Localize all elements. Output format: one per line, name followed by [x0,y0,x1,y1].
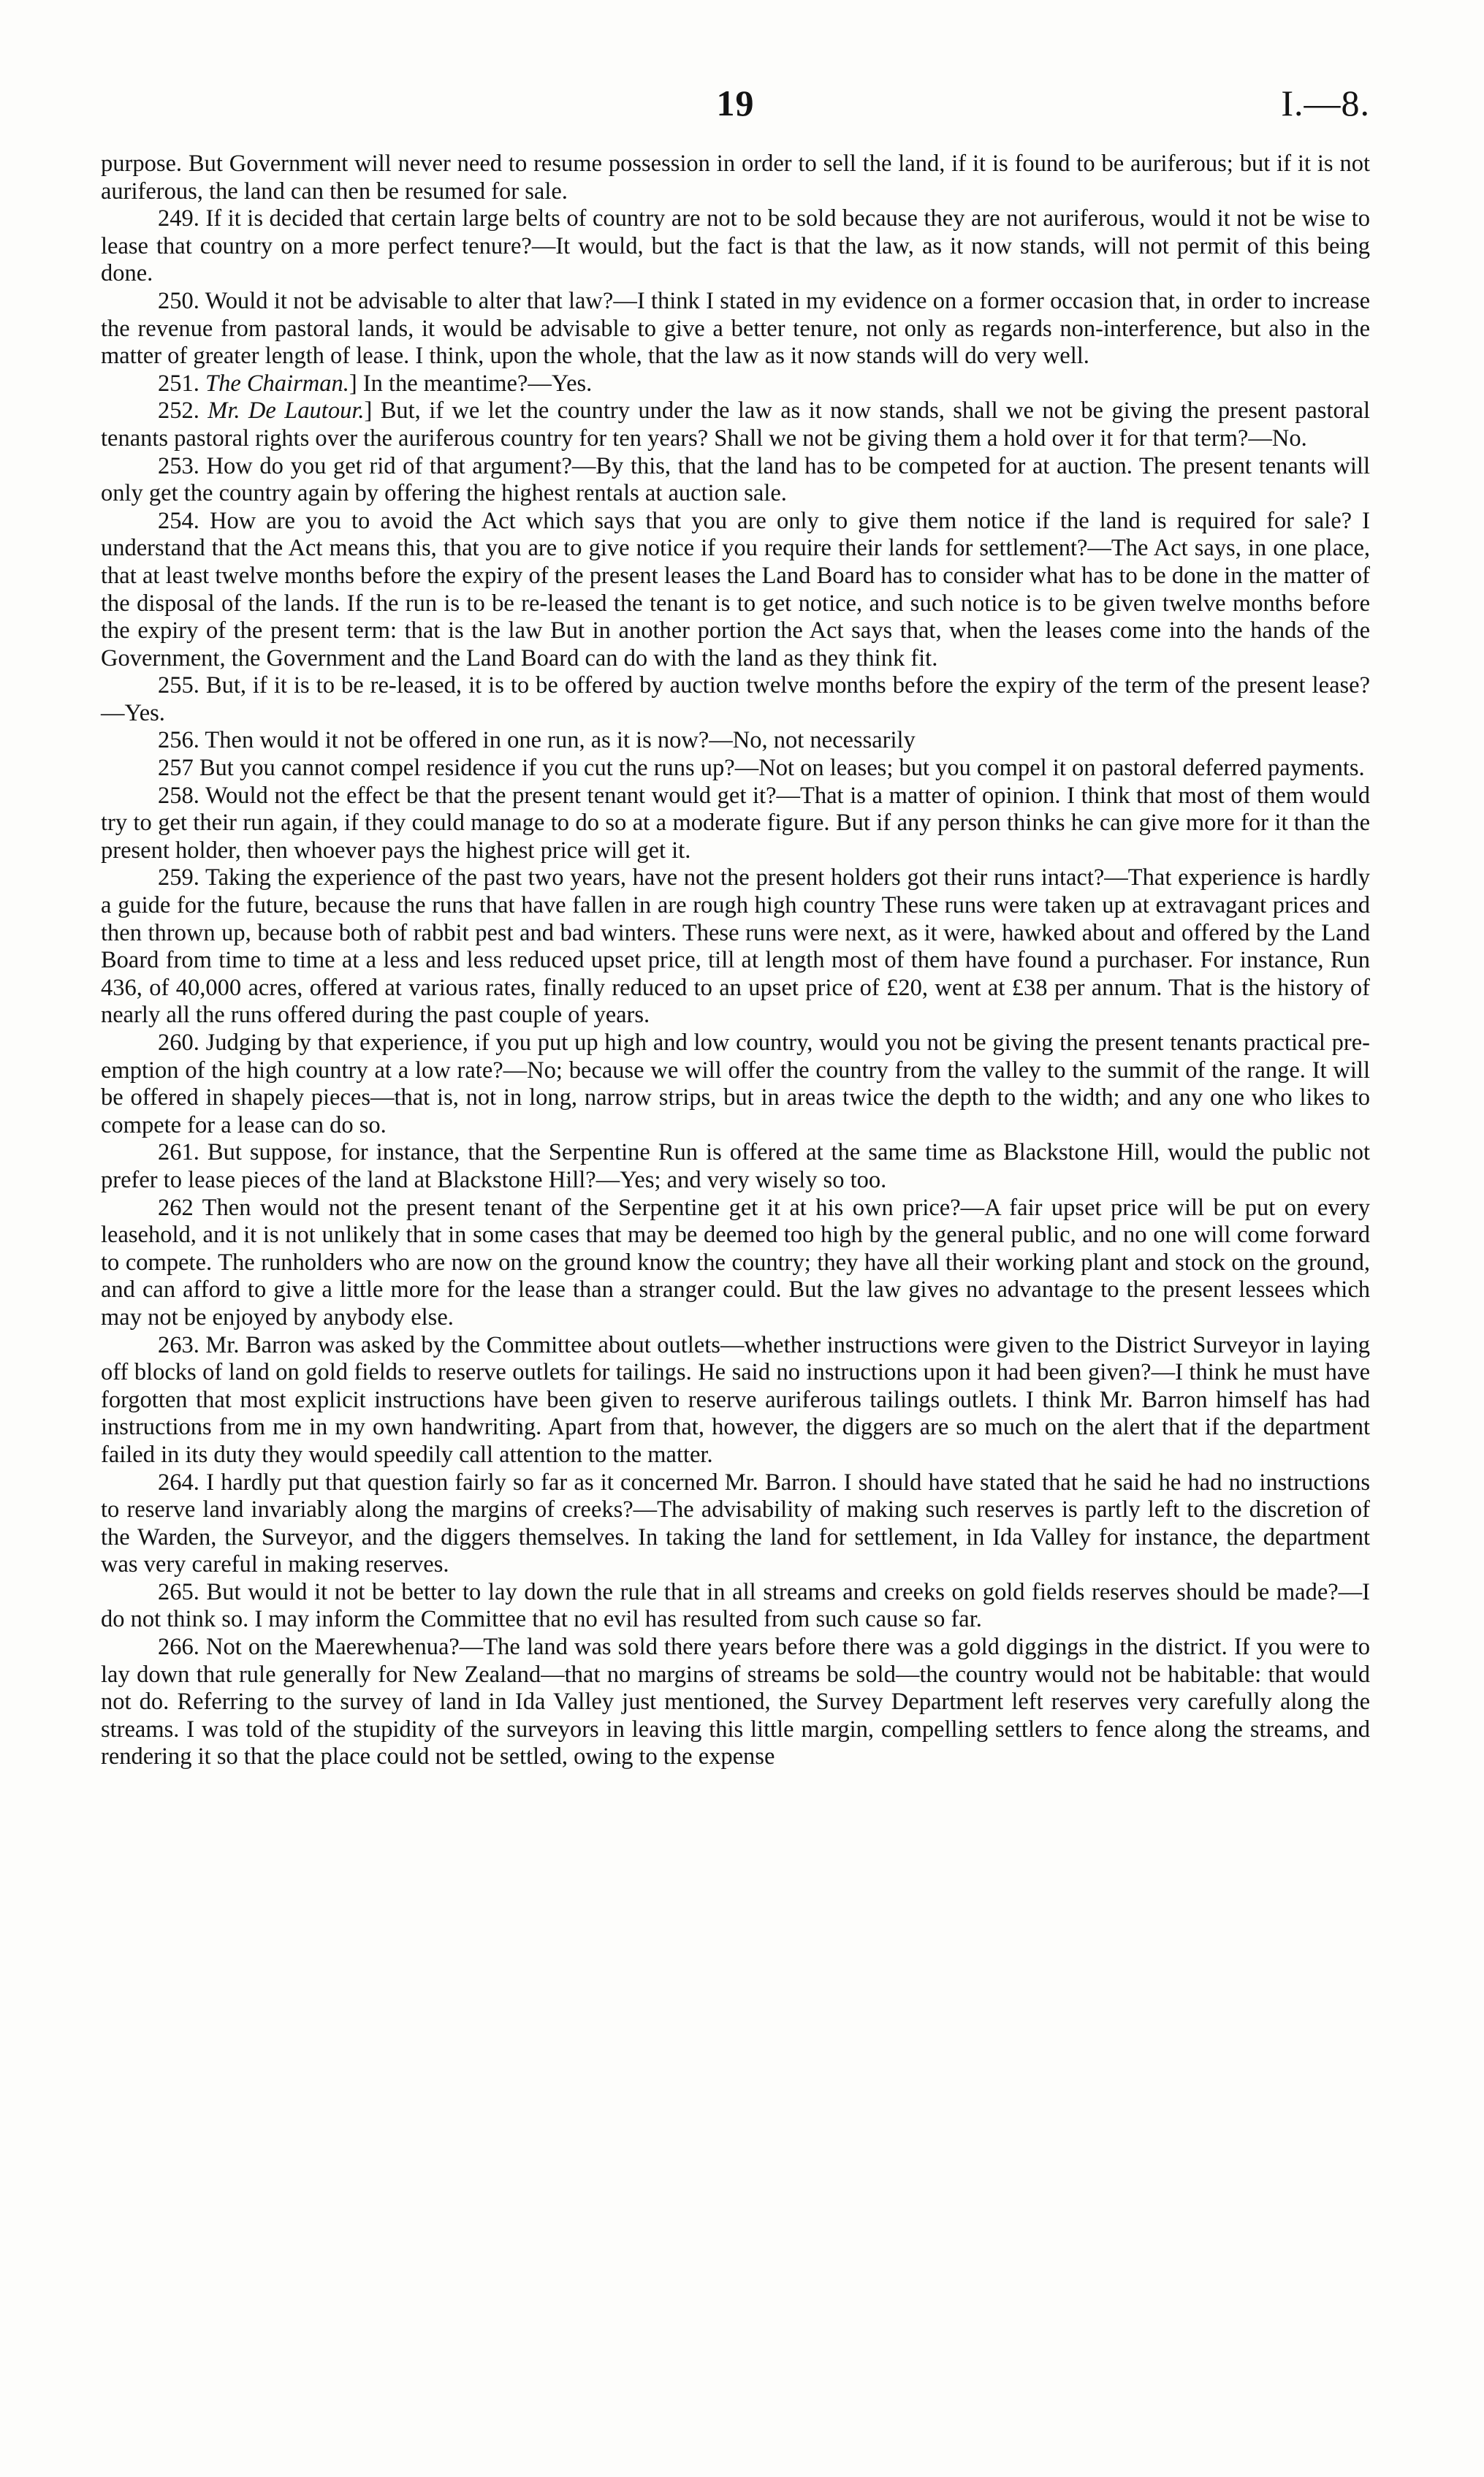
testimony-body [101,151,1370,1771]
paragraph-q265: 265. But would it not be better to lay down the rule that in all streams and creeks on gold fields reserves should be made?—I do not think so. I may inform the Committee that no evil has resulted from such cause so far. [101,1578,1370,1633]
paragraph-q250: 250. Would it not be advisable to alter that law?—I think I stated in my evidence on a former occasion that, in order to increase the revenue from pastoral lands, it would be advisable to give a better tenure, not only as regards non-interference, but also in the matter of greater length of lease. I think, upon the whole, that the law as it now stands will do very well. [101,287,1370,370]
paragraph-q260: 260. Judging by that experience, if you put up high and low country, would you not be giving the present tenants practical pre-emption of the high country at a low rate?—No; because we will offer the country from the valley to the summit of the range. It will be offered in shapely pieces—that is, not in long, narrow strips, but in areas twice the depth to the width; and any one who likes to compete for a lease can do so. [101,1030,1370,1138]
paragraph-q259: 259. Taking the experience of the past two years, have not the present holders got their runs intact?—That experience is hardly a guide for the future, because the runs that have fallen in are rough high country These runs were taken up at extravagant prices and then thrown up, because both of rabbit pest and bad winters. These runs were next, as it were, hawked about and offered by the Land Board from time to time at a less and less reduced upset price, till at length most of them have found a purchaser. For instance, Run 436, of 40,000 acres, offered at various rates, finally reduced to an upset price of £20, went at £38 per annum. That is the history of nearly all the runs offered during the past couple of years. [101,864,1370,1029]
paragraph-q249: 249. If it is decided that certain large belts of country are not to be sold because they are not auriferous, would it not be wise to lease that country on a more perfect tenure?—It would, but the fact is that the law, as it now stands, will not permit of this being done. [101,205,1370,287]
paragraph-q251 [101,370,1370,398]
speaker-name: The Chairman. [205,370,349,397]
paragraph-q253: 253. How do you get rid of that argument?—By this, that the land has to be competed for at auction. The present tenants will only get the country again by offering the highest rentals at auction sale. [101,452,1370,507]
question-number: 251. [158,370,199,397]
paragraph-q255: 255. But, if it is to be re-leased, it is to be offered by auction twelve months before the expiry of the term of the present lease?—Yes. [101,672,1370,726]
paragraph-text: ] In the meantime?—Yes. [349,370,593,397]
paragraph-q258: 258. Would not the effect be that the present tenant would get it?—That is a matter of opinion. I think that most of them would try to get their run again, if they could manage to do so at a moderate figure. But if any person thinks he can give more for it than the present holder, then whoever pays the highest price will get it. [101,782,1370,864]
speaker-name: Mr. De Lautour. [208,397,365,425]
page-header [101,82,1370,123]
paragraph-q264: 264. I hardly put that question fairly so far as it concerned Mr. Barron. I should have stated that he said he had no instructions to reserve land invariably along the margins of creeks?—The advisability of making such reserves is partly left to the discretion of the Warden, the Surveyor, and the diggers themselves. In taking the land for settlement, in Ida Valley for instance, the department was very careful in making reserves. [101,1469,1370,1578]
paragraph-q254: 254. How are you to avoid the Act which says that you are only to give them notice if the land is required for sale? I understand that the Act means this, that you are to give notice if you require their lands for settlement?—The Act says, in one place, that at least twelve months before the expiry of the present leases the Land Board has to consider what has to be done in the matter of the disposal of the lands. If the run is to be re-leased the tenant is to get notice, and such notice is to be given twelve months before the expiry of the present term: that is the law But in another portion the Act says that, when the leases come into the hands of the Government, the Government and the Land Board can do with the land as they think fit. [101,507,1370,671]
paragraph-q262: 262 Then would not the present tenant of the Serpentine get it at his own price?—A fair upset price will be put on every leasehold, and it is not unlikely that in some cases that may be deemed too high by the general public, and no one will come forward to compete. The runholders who are now on the ground know the country; they have all their working plant and stock on the ground, and can afford to give a little more for the lease than a stranger could. But the law gives no advantage to the present lessees which may not be enjoyed by anybody else. [101,1194,1370,1331]
page-number: 19 [716,83,755,123]
paragraph-q256: 256. Then would it not be offered in one run, as it is now?—No, not necessarily [158,727,916,754]
paragraph-q263: 263. Mr. Barron was asked by the Committee about outlets—whether instructions were given to the District Surveyor in laying off blocks of land on gold fields to reserve outlets for tailings. He said no instructions upon it had been given?—I think he must have forgotten that most explicit instructions have been given to reserve auriferous tailings outlets. I think Mr. Barron himself has had instructions from me in my own handwriting. Apart from that, however, the diggers are so much on the alert that if the department failed in its duty they would speedily call attention to the matter. [101,1331,1370,1468]
paragraph-q266: 266. Not on the Maerewhenua?—The land was sold there years before there was a gold diggings in the district. If you were to lay down that rule generally for New Zealand—that no margins of streams be sold—the country would not be habitable: that would not do. Referring to the survey of land in Ida Valley just mentioned, the Survey Department left reserves very carefully along the streams. I was told of the stupidity of the surveyors in leaving this little margin, compelling settlers to fence along the streams, and rendering it so that the place could not be settled, owing to the expense [101,1634,1370,1770]
paragraph-continued: purpose. But Government will never need to resume possession in order to sell the land, if it is found to be auriferous; but if it is not auriferous, the land can then be resumed for sale. [101,151,1370,205]
document-reference: I.—8. [1281,83,1370,123]
paragraph-q257: 257 But you cannot compel residence if you cut the runs up?—Not on leases; but you compel it on pastoral deferred payments. [158,755,1365,782]
paragraph-q261: 261. But suppose, for instance, that the Serpentine Run is offered at the same time as Blackstone Hill, would the public not prefer to lease pieces of the land at Blackstone Hill?—Yes; and very wisely so too. [101,1139,1370,1193]
paragraph-q252 [101,397,1370,452]
paragraph-text: ] But, if we let the country under the law as it now stands, shall we not be giving the present pastoral tenants pastoral rights over the auriferous country for ten years? Shall we not be giving them a hold over it for that term?—No. [101,397,1371,452]
question-number: 252. [158,397,199,425]
